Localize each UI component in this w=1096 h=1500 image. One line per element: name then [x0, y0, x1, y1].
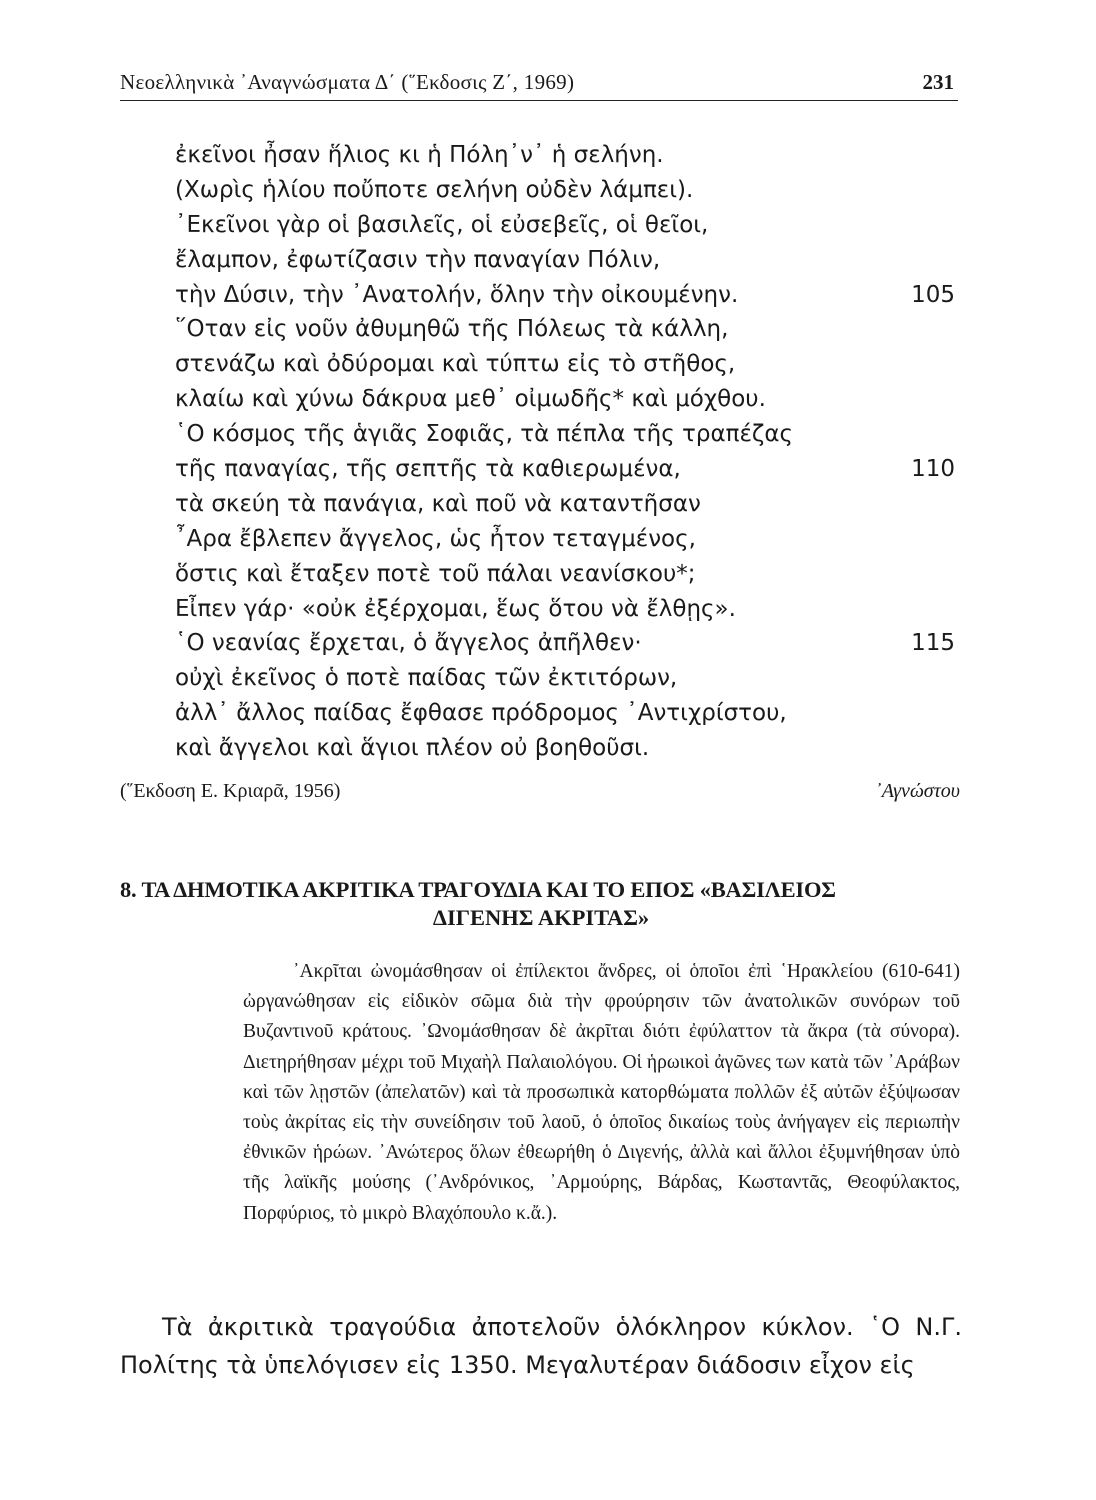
- poem-line-text: κλαίω καὶ χύνω δάκρυα μεθ᾿ οἰμωδῆς* καὶ μόχθου.: [175, 386, 766, 413]
- poem-line: [175, 382, 965, 417]
- page-number: 231: [922, 70, 954, 94]
- poem-line: [175, 626, 965, 661]
- poem-line: [175, 696, 965, 731]
- section-heading-line-2: ΔΙΓΕΝΗΣ ΑΚΡΙΤΑΣ»: [432, 905, 650, 930]
- poem-line-text: τῆς παναγίας, τῆς σεπτῆς τὰ καθιερωμένα,: [175, 456, 681, 483]
- poem-line: [175, 243, 965, 278]
- poem-line: [175, 278, 965, 313]
- poem-line-text: οὐχὶ ἐκεῖνος ὁ ποτὲ παίδας τῶν ἐκτιτόρων,: [175, 665, 678, 692]
- source-edition: (῞Εκδοση Ε. Κριαρᾶ, 1956): [120, 780, 341, 802]
- poem-line-text: ῏Αρα ἔβλεπεν ἄγγελος, ὡς ἦτον τεταγμένος,: [175, 525, 696, 552]
- poem-line: [175, 452, 965, 487]
- running-title: Νεοελληνικὰ ᾿Αναγνώσματα Δ΄ (῞Εκδοσις Ζ΄, 1969): [120, 70, 575, 94]
- poem-line-text: ἀλλ᾿ ἄλλος παίδας ἔφθασε πρόδρομος ᾿Αντιχρίστου,: [175, 700, 787, 727]
- line-number: 115: [911, 630, 955, 657]
- poem-line: [175, 138, 965, 173]
- poem-line-text: τὰ σκεύη τὰ πανάγια, καὶ ποῦ νὰ καταντῆσαν: [175, 490, 701, 517]
- running-header: [120, 68, 958, 101]
- poem-line: [175, 661, 965, 696]
- poem-excerpt: [175, 138, 965, 766]
- source-citation: [120, 780, 960, 808]
- poem-line: [175, 312, 965, 347]
- poem-line-text: στενάζω καὶ ὀδύρομαι καὶ τύπτω εἰς τὸ στῆθος,: [175, 351, 736, 378]
- body-paragraph: Τὰ ἀκριτικὰ τραγούδια ἀποτελοῦν ὁλόκληρον κύκλον. ῾Ο Ν.Γ. Πολίτης τὰ ὑπελόγισεν εἰς 1350. Μεγαλυτέραν διάδοσιν εἶχον εἰς: [120, 1313, 962, 1379]
- section-heading-line-1: 8. ΤΑ ΔΗΜΟΤΙΚΑ ΑΚΡΙΤΙΚΑ ΤΡΑΓΟΥΔΙΑ ΚΑΙ ΤΟ ΕΠΟΣ «ΒΑΣΙΛΕΙΟΣ: [120, 877, 836, 902]
- poem-line-text: (Χωρὶς ἡλίου ποὔποτε σελήνη οὐδὲν λάμπει).: [175, 176, 694, 203]
- poem-line: [175, 173, 965, 208]
- line-number: 110: [911, 456, 955, 483]
- poem-line-text: ῾Ο νεανίας ἔρχεται, ὁ ἄγγελος ἀπῆλθεν·: [175, 630, 642, 657]
- introductory-note: ᾿Ακρῖται ὠνομάσθησαν οἱ ἐπίλεκτοι ἄνδρες, οἱ ὁποῖοι ἐπὶ ῾Ηρακλείου (610-641) ὠργανώθησαν εἰς εἰδικὸν σῶμα διὰ τὴν φρούρησιν τῶν ἀνατολικῶν συνόρων τοῦ Βυζαντινοῦ κράτους. ᾿Ωνομάσθησαν δὲ ἀκρῖται διότι ἐφύλαττον τὰ ἄκρα (τὰ σύνορα). Διετηρήθησαν μέχρι τοῦ Μιχαὴλ Παλαιολόγου. Οἱ ἡρωικοὶ ἀγῶνες των κατὰ τῶν ᾿Αράβων καὶ τῶν λῃστῶν (ἀπελατῶν) καὶ τὰ προσωπικὰ κατορθώματα πολλῶν ἐξ αὐτῶν ἐξύψωσαν τοὺς ἀκρίτας εἰς τὴν συνείδησιν τοῦ λαοῦ, ὁ ὁποῖος δικαίως τοὺς ἀνήγαγεν εἰς περιωπὴν ἐθνικῶν ἡρώων. ᾿Ανώτερος ὅλων ἐθεωρήθη ὁ Διγενής, ἀλλὰ καὶ ἄλλοι ἐξυμνήθησαν ὑπὸ τῆς λαϊκῆς μούσης (᾿Ανδρόνικος, ᾿Αρμούρης, Βάρδας, Κωσταντᾶς, Θεοφύλακτος, Πορφύριος, τὸ μικρὸ Βλαχόπουλο κ.ἄ.).: [243, 961, 960, 1224]
- poem-line: [175, 522, 965, 557]
- poem-line: [175, 417, 965, 452]
- source-author: ᾿Αγνώστου: [875, 780, 960, 802]
- poem-line-text: Εἶπεν γάρ· «οὐκ ἐξέρχομαι, ἕως ὅτου νὰ ἔλθῃς».: [175, 595, 736, 622]
- poem-line-text: ὅστις καὶ ἔταξεν ποτὲ τοῦ πάλαι νεανίσκου*;: [175, 560, 696, 587]
- poem-line-text: τὴν Δύσιν, τὴν ᾿Ανατολήν, ὅλην τὴν οἰκουμένην.: [175, 281, 739, 308]
- line-number: 105: [911, 281, 955, 308]
- section-heading: [120, 876, 962, 932]
- poem-line: [175, 592, 965, 627]
- poem-line-text: ἐκεῖνοι ἦσαν ἥλιος κι ἡ Πόλη᾿ν᾿ ἡ σελήνη.: [175, 142, 664, 168]
- poem-line: [175, 487, 965, 522]
- poem-line-text: ῞Οταν εἰς νοῦν ἀθυμηθῶ τῆς Πόλεως τὰ κάλλη,: [175, 316, 729, 343]
- poem-line-text: καὶ ἄγγελοι καὶ ἅγιοι πλέον οὐ βοηθοῦσι.: [175, 735, 650, 762]
- poem-line-text: ᾿Εκεῖνοι γὰρ οἱ βασιλεῖς, οἱ εὐσεβεῖς, οἱ θεῖοι,: [175, 211, 709, 238]
- poem-line: [175, 557, 965, 592]
- poem-line: [175, 208, 965, 243]
- poem-line: [175, 731, 965, 766]
- poem-line-text: ἔλαμπον, ἐφωτίζασιν τὴν παναγίαν Πόλιν,: [175, 246, 661, 273]
- poem-line: [175, 347, 965, 382]
- poem-line-text: ῾Ο κόσμος τῆς ἁγιᾶς Σοφιᾶς, τὰ πέπλα τῆς τραπέζας: [175, 421, 794, 448]
